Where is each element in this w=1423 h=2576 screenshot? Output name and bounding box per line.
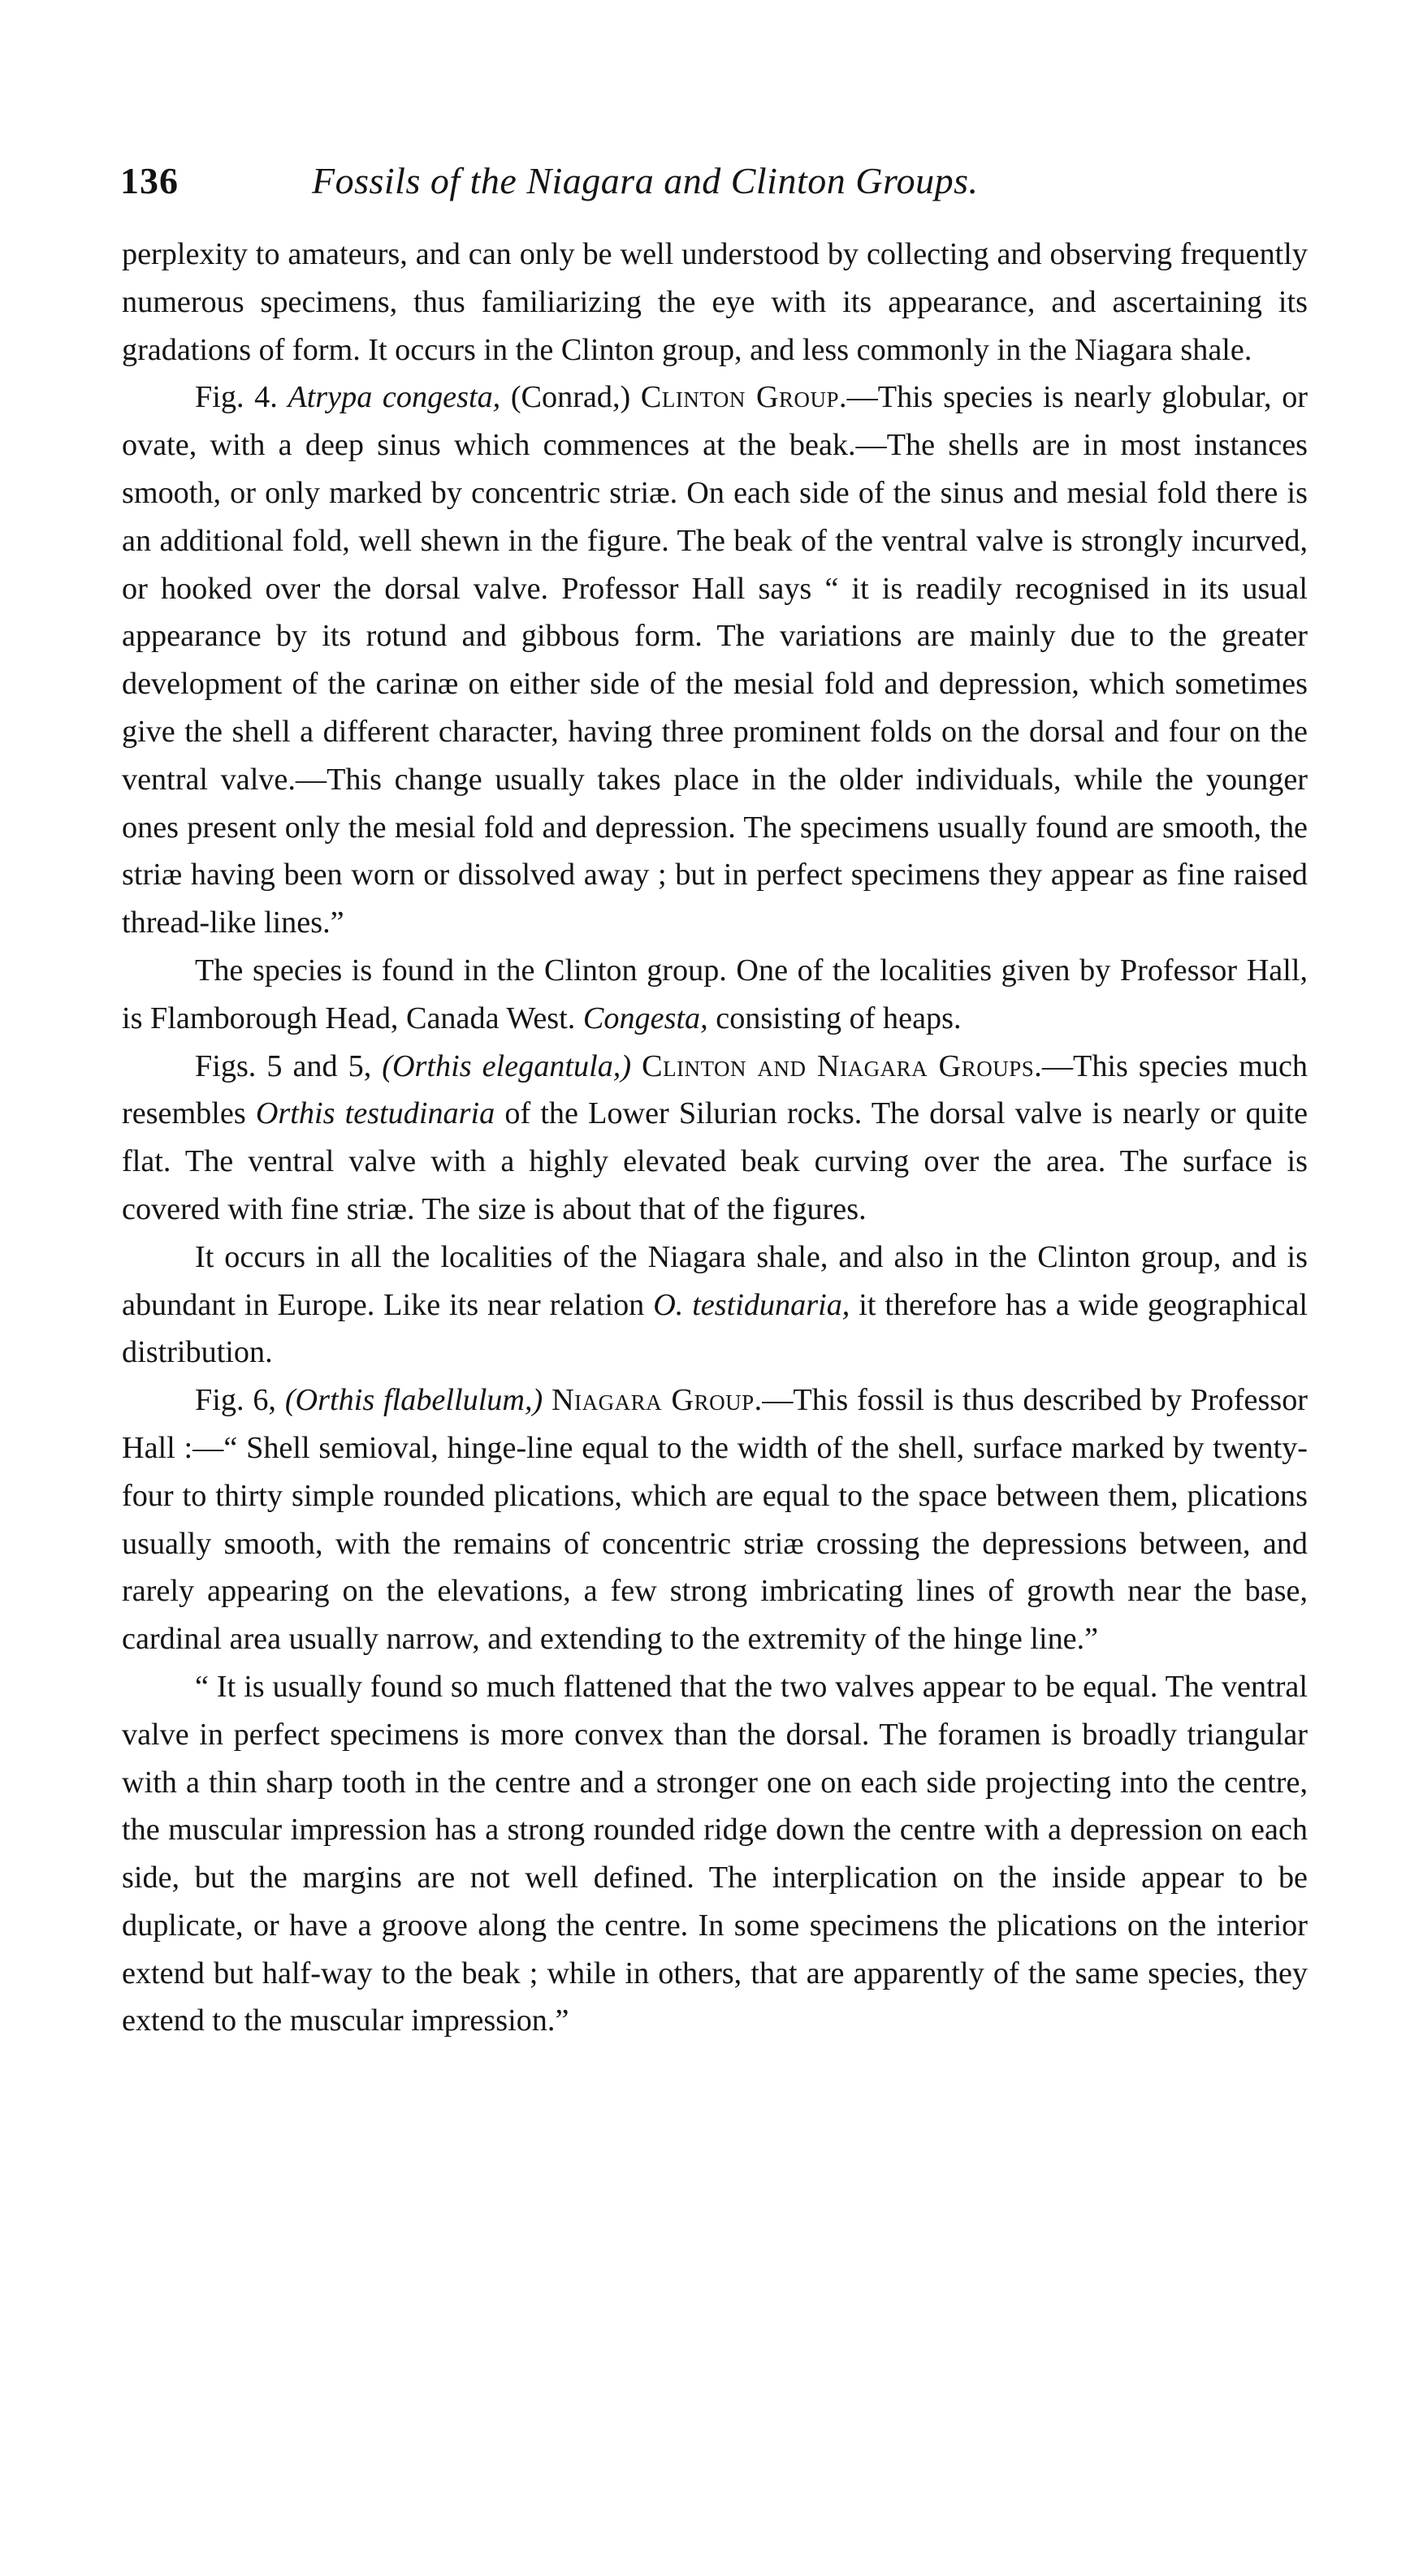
figure-reference: Figs. 5 and 5, [195, 1048, 372, 1083]
paragraph-quotation: “ It is usually found so much flattened that the two valves appear to be equal. The ventral valve in perfect specimens is more convex than the dorsal. The foramen is broadly triangular with a thin sharp tooth in the centre and a stronger one on each side projecting into the centre, the muscular impression has a strong rounded ridge down the centre with a depression on each side, but the margins are not well defined. The interplication on the inside appear to be duplicate, or have a groove along the centre. In some specimens the plications on the interior extend but half-way to the beak ; while in others, that are apparently of the same species, they extend to the muscular impression.” [122, 1669, 1308, 2038]
group-name: Clinton Group [640, 380, 840, 415]
paragraph-text: .—This species is nearly globular, or ovate, with a deep sinus which commences at the beak.—The shells are in most instances smooth, or only marked by concentric striæ. On each side of the sinus and mesial fold there is an additional fold, well shewn in the figure. The beak of the ventral valve is strongly incurved, or hooked over the dorsal valve. Professor Hall says “ it is readily recognised in its usual appearance by its rotund and gibbous form. The variations are mainly due to the greater development of the carinæ on either side of the mesial fold and depression, which sometimes give the shell a different character, having three prominent folds on the dorsal and four on the ventral valve.—This change usually takes place in the older individuals, while the younger ones present only the mesial fold and depression. The specimens usually found are smooth, the striæ having been worn or dissolved away ; but in perfect specimens they appear as fine raised thread-like lines.” [122, 380, 1308, 940]
running-title: Fossils of the Niagara and Clinton Groups. [312, 160, 979, 201]
species-name: Atrypa congesta, [288, 380, 501, 415]
page-body [122, 231, 1308, 2045]
species-name: (Orthis elegantula,) [382, 1048, 632, 1083]
species-name: (Orthis flabellulum,) [284, 1383, 543, 1418]
paragraph-continuation: perplexity to amateurs, and can only be well understood by collecting and observing frequently numerous specimens, thus familiarizing the eye with its appearance, and ascertaining its gradations of form. It occurs in the Clinton group, and less commonly in the Niagara shale. [122, 237, 1308, 367]
page-number: 136 [120, 160, 179, 201]
species-name: O. testidunaria, [653, 1287, 850, 1322]
group-name: Niagara Group [551, 1383, 755, 1418]
page-header [120, 159, 1306, 224]
paragraph-orthis-elegantula: Figs. 5 and 5, (Orthis elegantula,) Clinton and Niagara Groups.—This species much resembles Orthis testudinaria of the Lower Silurian rocks. The dorsal valve is nearly or quite flat. The ventral valve with a highly elevated beak curving over the area. The surface is covered with fine striæ. The size is about that of the figures. [122, 1048, 1308, 1226]
paragraph-distribution: It occurs in all the localities of the Niagara shale, and also in the Clinton group, and is abundant in Europe. Like its near relation O. testidunaria, it therefore has a wide geographical distribution. [122, 1239, 1308, 1370]
paragraph-atrypa-congesta [122, 374, 1308, 947]
species-author: (Conrad,) [510, 380, 631, 415]
figure-reference: Fig. 6, [195, 1383, 276, 1418]
paragraph-orthis-flabellulum: Fig. 6, (Orthis flabellulum,) Niagara Group.—This fossil is thus described by Professor Hall :—“ Shell semioval, hinge-line equal to the width of the shell, surface marked by twenty-four to thirty simple rounded plications, which are equal to the space between them, plications usually smooth, with the remains of concentric striæ crossing the depressions between, and rarely appearing on the elevations, a few strong imbricating lines of growth near the base, cardinal area usually narrow, and extending to the extremity of the hinge line.” [122, 1383, 1308, 1657]
paragraph-clinton-locality: The species is found in the Clinton group. One of the localities given by Professor Hall, is Flamborough Head, Canada West. Congesta, consisting of heaps. [122, 953, 1308, 1035]
term-name: Congesta, [582, 1001, 708, 1035]
group-name: Clinton and Niagara Groups [642, 1048, 1035, 1083]
figure-reference: Fig. 4. [195, 380, 278, 415]
species-name: Orthis testudinaria [255, 1096, 495, 1131]
